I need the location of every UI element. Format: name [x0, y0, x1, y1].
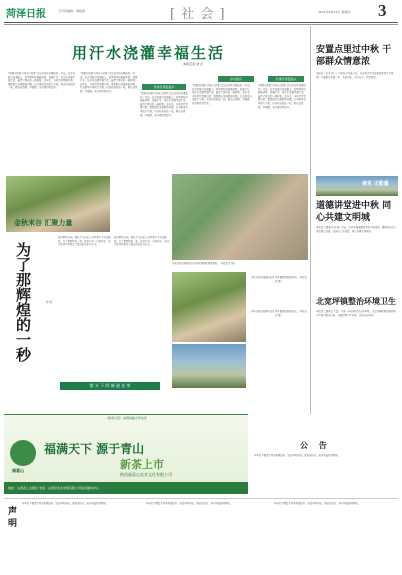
declaration-label: 声 明 [6, 506, 16, 528]
header-rule-thin [4, 24, 398, 25]
feature-banner-text: 金秋米谷 汇聚力量 [14, 218, 73, 227]
issue-date: 2021年8月24日 星期四 [318, 10, 351, 14]
feature-footer-tag: 镜 头 下 四 城 通 光 荣 [60, 382, 160, 390]
declaration-col-2: 本单位不慎遗失营业执照副本，特此声明作废。原发证机关：县市场监督管理局。 [146, 502, 233, 505]
right-story2-title: 道德讲堂进中秋 同心共建文明城 [316, 201, 392, 223]
feature-vertical-title: 为了那辉煌的一秒 [14, 242, 32, 362]
main-photo-village [172, 344, 246, 388]
main-article-col-4: “把群众的事当作自己的事”这是他常挂在嘴边的一句话。在乡村振兴的道路上，他带领村民修路架桥、发展产业，用汗水浇灌幸福生活，赢得了群众的一致称赞。近年来，当地坚持党建引领，聚焦群众急难愁盼问题，扎实推进各项民生实事，村容村貌焕然一新，群众获得感、幸福感、安全感持续提升。 [192, 84, 252, 105]
right-story1-body: 本报讯（记者 刘一）中秋佳节来临之际，各安置点里洋溢着浓浓的节日氛围，干部群众欢聚一堂，共话丰收，共庆佳节，情意浓浓。 [316, 72, 394, 79]
editor-line: 专刊部编辑：黄晓燕 [58, 9, 86, 13]
right-story3-title: 北宽坪镇整治环境卫生 [316, 296, 396, 306]
declaration-col-3: 本单位不慎遗失营业执照副本，特此声明作废。原发证机关：县市场监督管理局。 [274, 502, 361, 505]
feature-author-label: 作者 [46, 300, 53, 304]
main-article-col-2: “把群众的事当作自己的事”这是他常挂在嘴边的一句话。在乡村振兴的道路上，他带领村民修路架桥、发展产业，用汗水浇灌幸福生活，赢得了群众的一致称赞。近年来，当地坚持党建引领，聚焦群众急难愁盼问题，扎实推进各项民生实事，村容村貌焕然一新，群众获得感、幸福感、安全感持续提升。 [80, 72, 138, 93]
header-rule [4, 22, 398, 23]
ad-footer-info: 地址：山西省工业园区 电话：山西县农业发展有限公司信息服务中心 [4, 482, 248, 494]
ad-product: 新茶上市 [120, 458, 164, 471]
page-number: 3 [378, 1, 387, 20]
main-article-col-1: “把群众的事当作自己的事”这是他常挂在嘴边的一句话。在乡村振兴的道路上，他带领村民修路架桥、发展产业，用汗水浇灌幸福生活，赢得了群众的一致称赞。近年来，当地坚持党建引领，聚焦群众急难愁盼问题，扎实推进各项民生实事，村容村貌焕然一新，群众获得感、幸福感、安全感持续提升。 [8, 72, 76, 90]
main-article-col-3: “把群众的事当作自己的事”这是他常挂在嘴边的一句话。在乡村振兴的道路上，他带领村民修路架桥、发展产业，用汗水浇灌幸福生活，赢得了群众的一致称赞。近年来，当地坚持党建引领，聚焦群众急难愁盼问题，扎实推进各项民生实事，村容村貌焕然一新，群众获得感、幸福感、安全感持续提升。 [140, 92, 188, 117]
notice-body: 本单位不慎遗失营业执照副本，特此声明作废。原发证机关：县市场监督管理局。 [254, 454, 341, 457]
right-story2-badge: 南京 正能量 [362, 181, 389, 187]
notice-divider [4, 498, 398, 499]
main-photo-cyclists [172, 174, 308, 260]
ad-company: 陕西福喜山农业文化有限公司 [120, 472, 172, 477]
main-photo-caption: 青年志愿者服务队在社区开展便民服务活动。（本报记者 摄） [172, 262, 237, 265]
ad-slogan: 福满天下 源于青山 [44, 442, 145, 456]
declaration-col-1: 本单位不慎遗失营业执照副本，特此声明作废。原发证机关：县市场监督管理局。 [22, 502, 109, 505]
feature-article-col-2: 他们默默无闻，却在平凡岗位上书写着不平凡的篇章。为了那辉煌的一秒，他们日复一日地坚守，用汗水和坚持换来了群众的笑脸与认可。 [114, 236, 169, 247]
feature-article-col-1: 他们默默无闻，却在平凡岗位上书写着不平凡的篇章。为了那辉煌的一秒，他们日复一日地坚守，用汗水和坚持换来了群众的笑脸与认可。 [58, 236, 111, 247]
photo-side-caption-2: 青年志愿者服务队在社区开展便民服务活动。（本报记者 摄） [250, 310, 308, 317]
section-title: [ 社 会 ] [170, 7, 226, 22]
right-story3-body: 本报讯（通讯员 王磊）为进一步改善农村人居环境，北宽坪镇积极开展环境卫生集中整治行动，全面清理卫生死角，提升村容村貌。 [316, 310, 396, 317]
photo-side-caption-1: 青年志愿者服务队在社区开展便民服务活动。（本报记者 摄） [250, 276, 308, 283]
pill-tag-3: 党建引领促振兴 [268, 76, 304, 82]
main-headline: 用汗水浇灌幸福生活 [72, 44, 226, 62]
right-story1-title: 安置点里过中秋 干部群众情意浓 [316, 45, 392, 67]
main-photo-volunteers [172, 272, 246, 342]
pill-tag-1: 党建引领促振兴 [142, 84, 186, 90]
ad-top-line: 《商务日报》品牌战略合作伙伴 [104, 416, 147, 420]
main-article-col-5: “把群众的事当作自己的事”这是他常挂在嘴边的一句话。在乡村振兴的道路上，他带领村民修路架桥、发展产业，用汗水浇灌幸福生活，赢得了群众的一致称赞。近年来，当地坚持党建引领，聚焦群众急难愁盼问题，扎实推进各项民生实事，村容村貌焕然一新，群众获得感、幸福感、安全感持续提升。 [258, 84, 306, 109]
newspaper-logo: 菏泽日报 [6, 9, 46, 20]
main-byline: 本报记者 刘 云 [183, 62, 203, 66]
pill-tag-2: 乡村振兴 [218, 76, 254, 82]
ad-brand-logo [10, 440, 36, 466]
right-story2-body: 本报讯（通讯员 孙 静）日前，社区开展道德讲堂进中秋活动，邀请身边好人讲述感人故事，弘扬社会正能量，同心共建文明城市。 [316, 226, 397, 233]
notice-title: 公 告 [300, 441, 331, 450]
column-divider [310, 26, 311, 414]
ad-brand-name: 福喜山 [12, 468, 24, 473]
